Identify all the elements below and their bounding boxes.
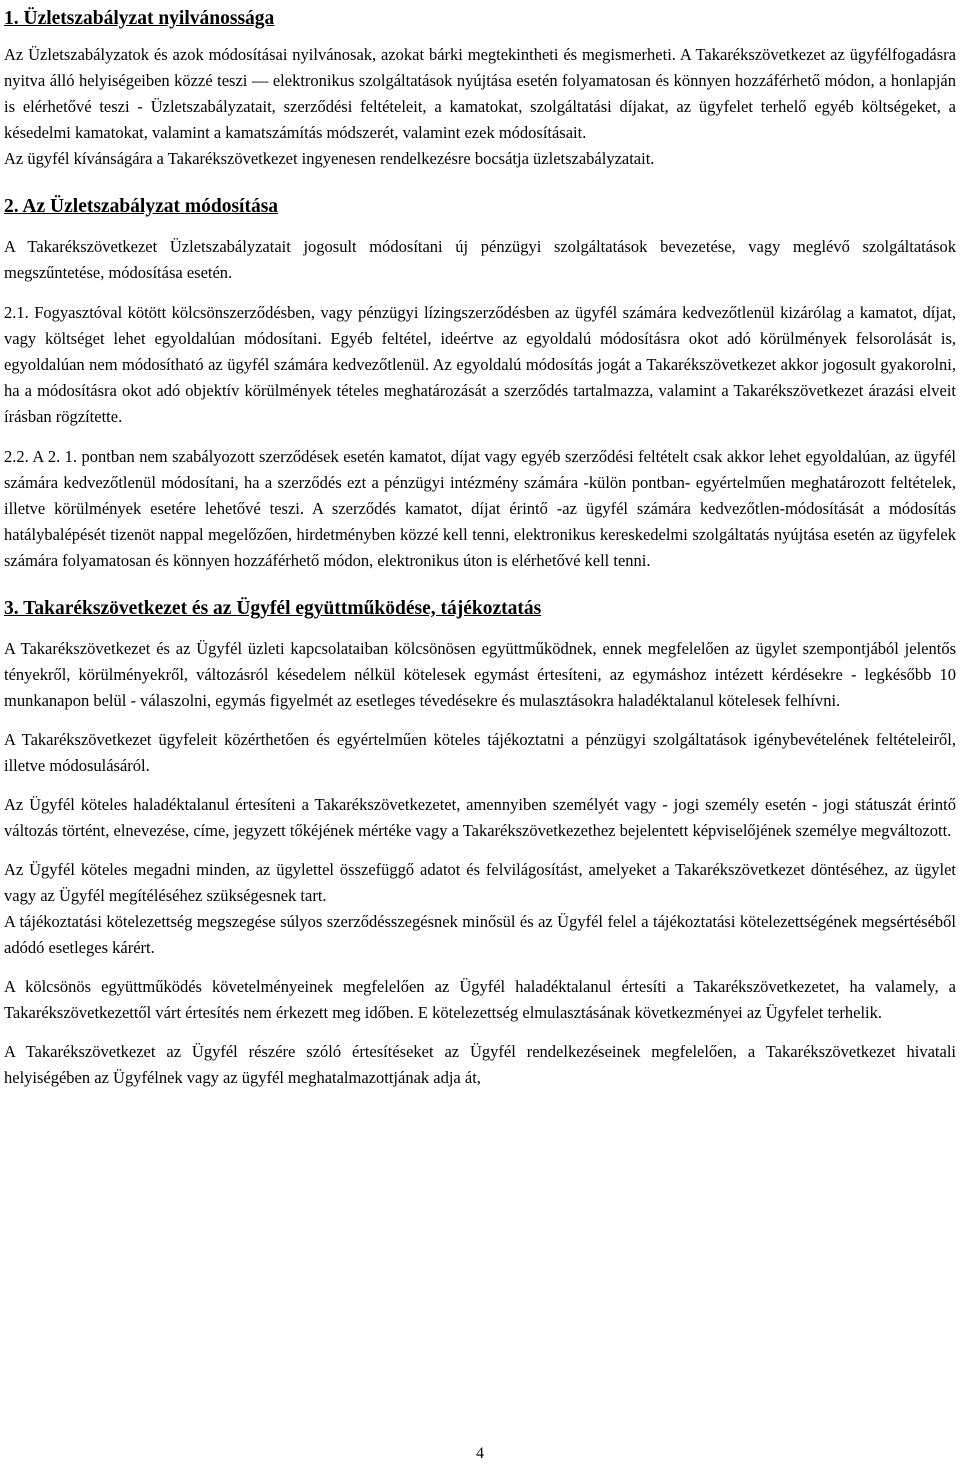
paragraph: Az ügyfél kívánságára a Takarékszövetkezet ingyenesen rendelkezésre bocsátja üzletszabályzatait. <box>4 149 655 168</box>
section-heading-3: 3. Takarékszövetkezet és az Ügyfél együttműködése, tájékoztatás <box>4 598 542 619</box>
section-heading-2: 2. Az Üzletszabályzat módosítása <box>4 196 279 217</box>
paragraph: A Takarékszövetkezet az Ügyfél részére szóló értesítéseket az Ügyfél rendelkezéseinek megfelelően, a Takarékszövetkezet hivatali helyiségében az Ügyfélnek vagy az ügyfél meghatalmazottjának adja át, <box>4 1042 956 1087</box>
page-number: 4 <box>476 1445 484 1462</box>
paragraph: A tájékoztatási kötelezettség megszegése súlyos szerződésszegésnek minősül és az Ügyfél felel a tájékoztatási kötelezettségének megsértéséből adódó esetleges kárért. <box>4 912 956 957</box>
paragraph: A Takarékszövetkezet ügyfeleit közérthetően és egyértelműen köteles tájékoztatni a pénzügyi szolgáltatások igénybevételének feltételeiről, illetve módosulásáról. <box>4 730 956 775</box>
paragraph: 2.1. Fogyasztóval kötött kölcsönszerződésben, vagy pénzügyi lízingszerződésben az ügyfél számára kedvezőtlenül kizárólag a kamatot, díjat, vagy költséget lehet egyoldalúan módosítani. Egyéb feltétel, ideértve az egyoldalú módosításra okot adó körülmények felsorolását is, egyoldalúan nem módosítható az ügyfél számára kedvezőtlenül. Az egyoldalú módosítás jogát a Takarékszövetkezet akkor jogosult gyakorolni, ha a módosításra okot adó objektív körülmények tételes meghatározását a szerződés tartalmazza, valamint a Takarékszövetkezet árazási elveit írásban rögzítette. <box>4 303 956 426</box>
paragraph: Az Ügyfél köteles megadni minden, az ügylettel összefüggő adatot és felvilágosítást, amelyeket a Takarékszövetkezet döntéséhez, az ügylet vagy az Ügyfél megítéléséhez szükségesnek tart. <box>4 860 956 905</box>
paragraph: A Takarékszövetkezet Üzletszabályzatait jogosult módosítani új pénzügyi szolgáltatások bevezetése, vagy meglévő szolgáltatások megszűntetése, módosítása esetén. <box>4 237 956 282</box>
paragraph: Az Üzletszabályzatok és azok módosításai nyilvánosak, azokat bárki megtekintheti és megismerheti. A Takarékszövetkezet az ügyfélfogadásra nyitva álló helyiségeiben közzé teszi ― elektronikus szolgáltatások nyújtása esetén folyamatosan és könnyen hozzáférhető módon, a honlapján is elérhetővé teszi - Üzletszabályzatait, szerződési feltételeit, a kamatokat, szolgáltatási díjakat, az ügyfelet terhelő egyéb költségeket, a késedelmi kamatokat, valamint a kamatszámítás módszerét, valamint ezek módosításait. <box>4 45 956 142</box>
section-heading-1: 1. Üzletszabályzat nyilvánossága <box>4 8 275 29</box>
paragraph: 2.2. A 2. 1. pontban nem szabályozott szerződések esetén kamatot, díjat vagy egyéb szerződési feltételt csak akkor lehet egyoldalúan, az ügyfél számára kedvezőtlenül módosítani, ha a szerződés ezt a pénzügyi intézmény számára -külön pontban- egyértelműen meghatározott feltételek, illetve körülmények esetére lehetővé teszi. A szerződés kamatot, díjat érintő -az ügyfél számára kedvezőtlen-módosítását a módosítás hatálybalépését tizenöt nappal megelőzően, hirdetményben közzé kell tenni, elektronikus kereskedelmi szolgáltatás nyújtása esetén az ügyfelek számára folyamatosan és könnyen hozzáférhető módon, elektronikus úton is elérhetővé kell tenni. <box>4 447 956 570</box>
paragraph: Az Ügyfél köteles haladéktalanul értesíteni a Takarékszövetkezetet, amennyiben személyét vagy - jogi személy esetén - jogi státuszát érintő változás történt, elnevezése, címe, jegyzett tőkéjének mértéke vagy a Takarékszövetkezethez bejelentett képviselőjének személye megváltozott. <box>4 795 956 840</box>
document-page <box>4 0 956 1091</box>
paragraph: A kölcsönös együttműködés követelményeinek megfelelően az Ügyfél haladéktalanul értesíti a Takarékszövetkezetet, ha valamely, a Takarékszövetkezettől várt értesítés nem érkezett meg időben. E kötelezettség elmulasztásának következményei az Ügyfelet terhelik. <box>4 977 956 1022</box>
paragraph: A Takarékszövetkezet és az Ügyfél üzleti kapcsolataiban kölcsönösen együttműködnek, ennek megfelelően az ügylet szempontjából jelentős tényekről, körülményekről, változásról késedelem nélkül kötelesek egymást értesíteni, az egymáshoz intézett kérdésekre - legkésőbb 10 munkanapon belül - válaszolni, egymás figyelmét az esetleges tévedésekre és mulasztásokra haladéktalanul kötelesek felhívni. <box>4 639 956 710</box>
